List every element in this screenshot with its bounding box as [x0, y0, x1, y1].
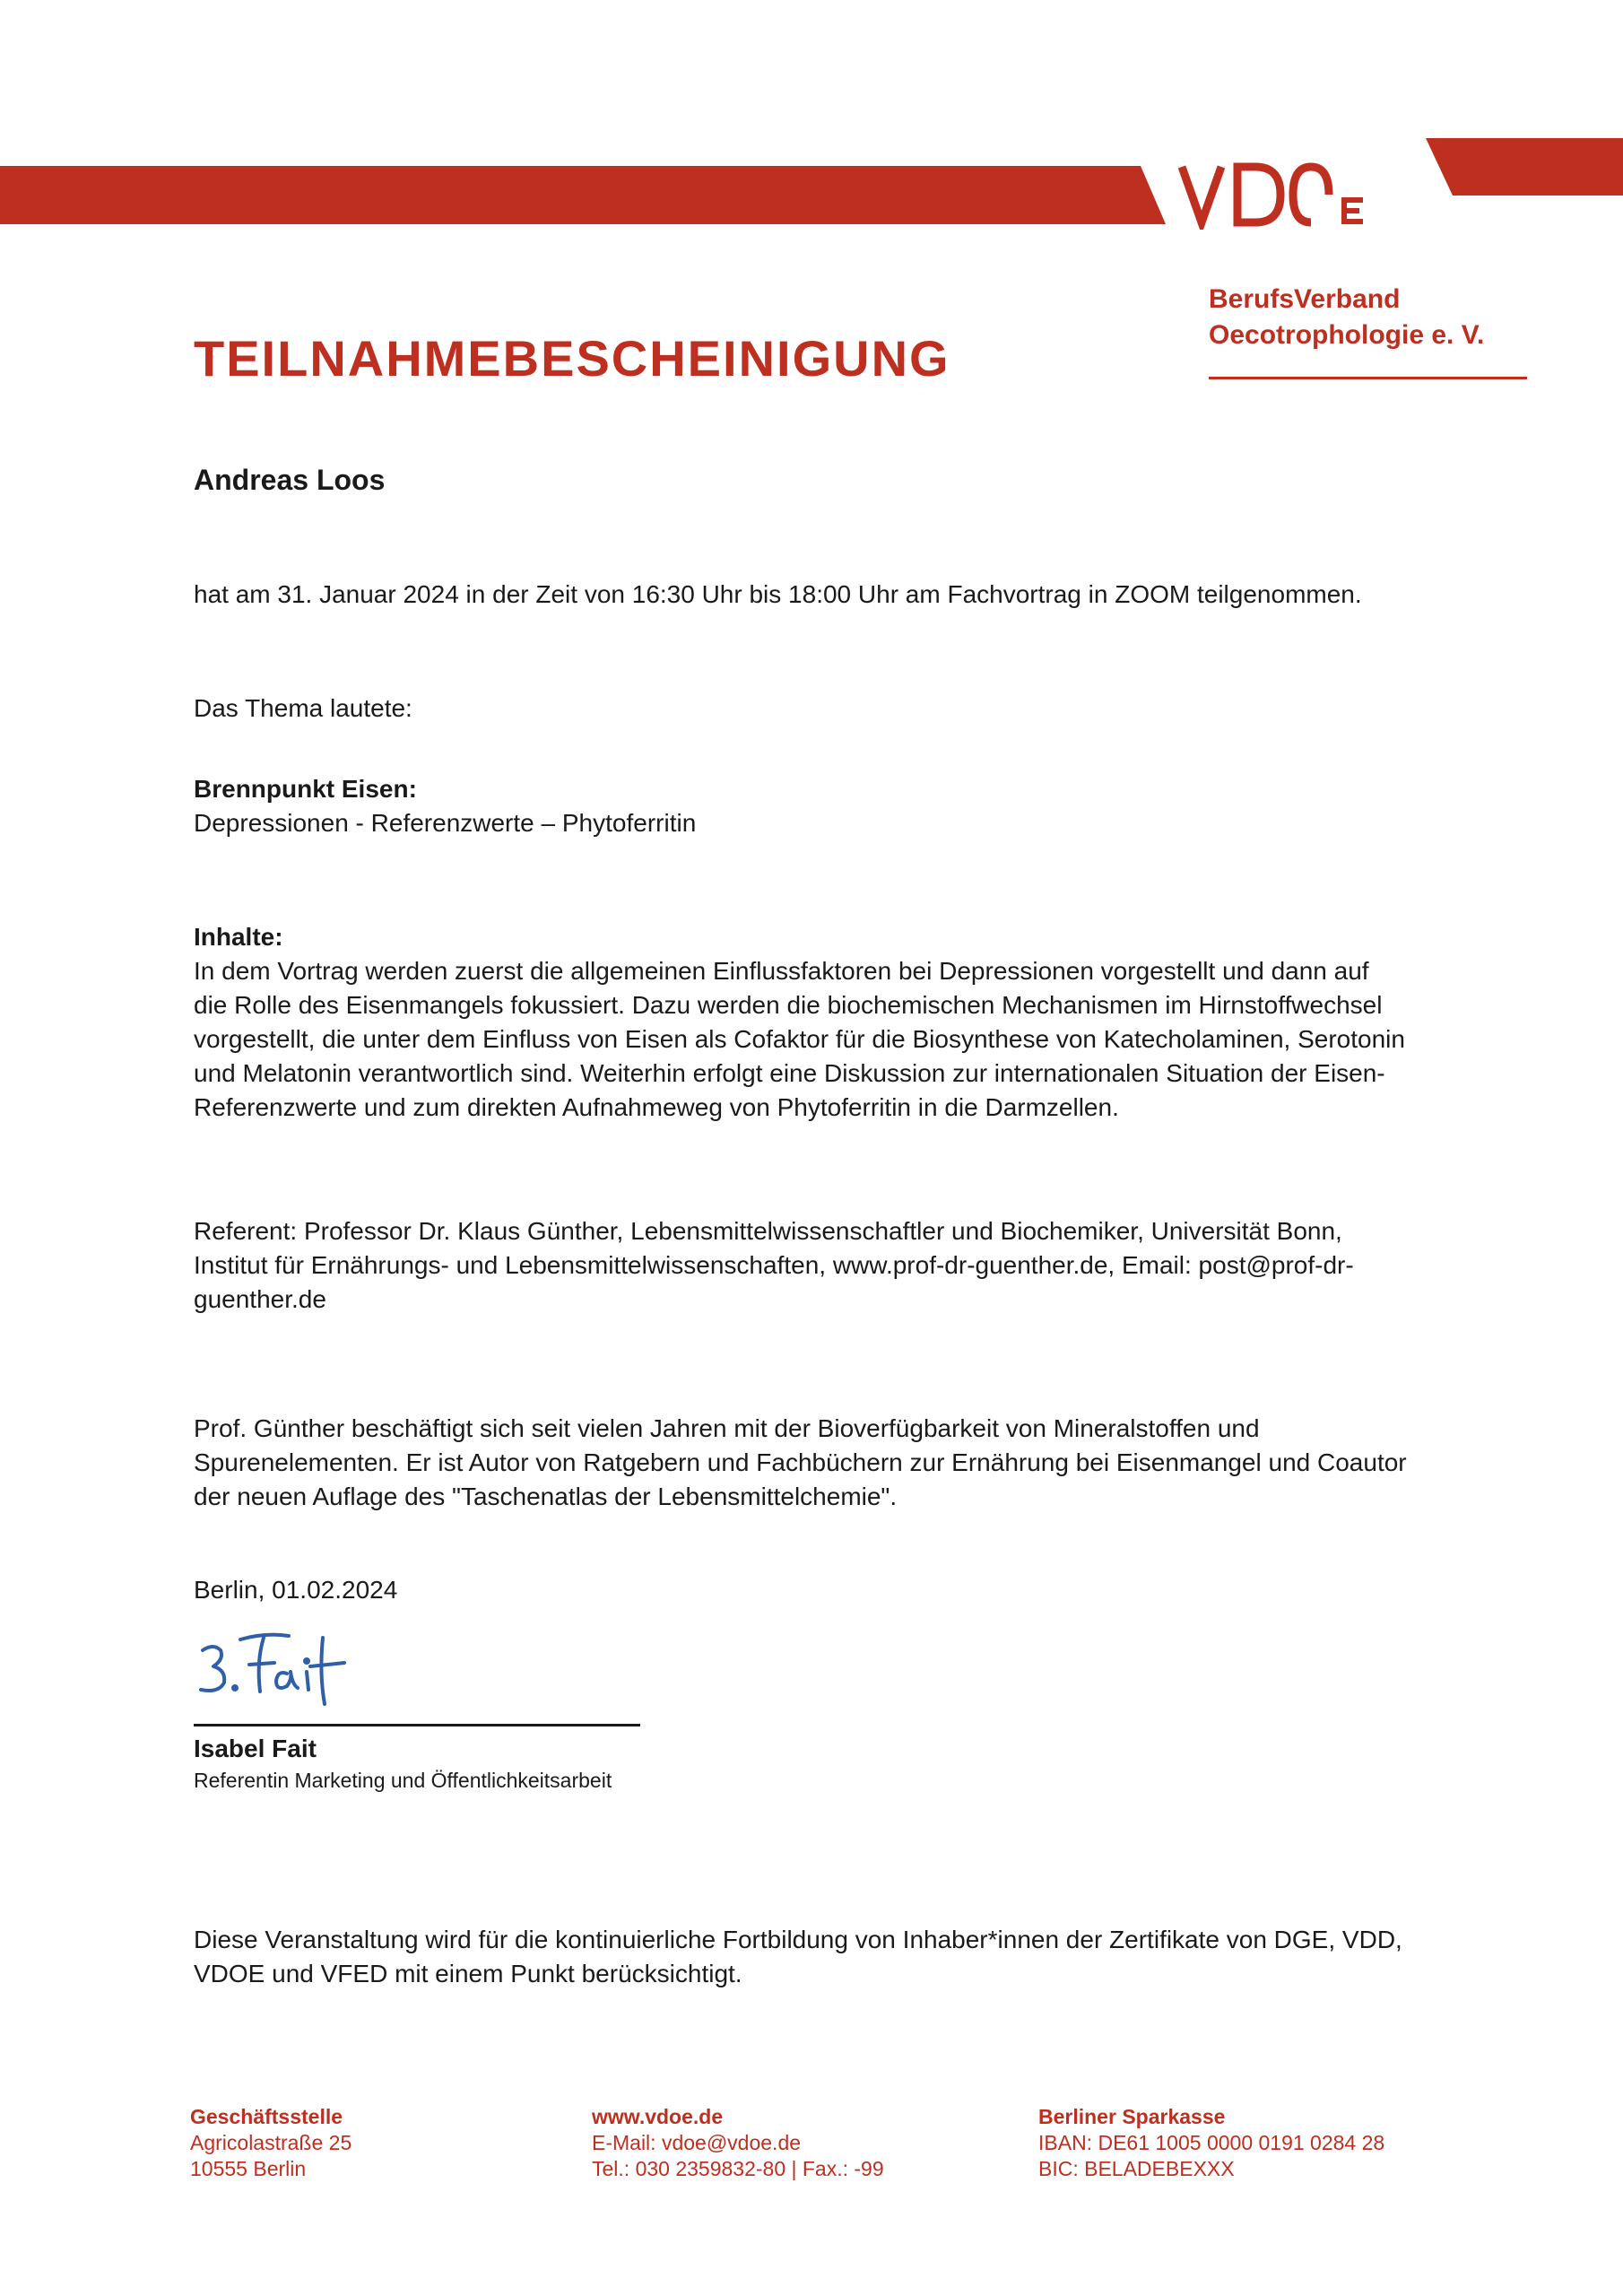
signature-line	[194, 1724, 640, 1726]
speaker-bio-paragraph	[194, 1412, 1467, 1514]
topic-subtitle: Depressionen - Referenzwerte – Phytoferritin	[194, 809, 697, 837]
contents-line: In dem Vortrag werden zuerst die allgemeinen Einflussfaktoren bei Depressionen vorgestellt und dann auf	[194, 957, 1369, 985]
footer-phone: Tel.: 030 2359832-80 | Fax.: -99	[592, 2157, 884, 2180]
footer-office	[190, 2104, 352, 2182]
signer-role: Referentin Marketing und Öffentlichkeitsarbeit	[194, 1769, 612, 1792]
contents-line: die Rolle des Eisenmangels fokussiert. Dazu werden die biochemischen Mechanismen im Hirnstoffwechsel	[194, 991, 1383, 1019]
handwritten-signature	[194, 1620, 373, 1718]
contents-heading: Inhalte:	[194, 923, 283, 951]
organization-line-2: Oecotrophologie e. V.	[1209, 320, 1485, 350]
topic-title: Brennpunkt Eisen:	[194, 775, 417, 803]
organization-line-1: BerufsVerband	[1209, 284, 1401, 314]
footer-bank	[1038, 2104, 1384, 2182]
place-date: Berlin, 01.02.2024	[194, 1576, 398, 1604]
speaker-line: Referent: Professor Dr. Klaus Günther, Lebensmittelwissenschaftler und Biochemiker, Universität Bonn,	[194, 1217, 1342, 1245]
note-line: Diese Veranstaltung wird für die kontinuierliche Fortbildung von Inhaber*innen der Zertifikate von DGE, VDD,	[194, 1926, 1402, 1953]
signer-name: Isabel Fait	[194, 1735, 317, 1762]
vdoe-logo	[1166, 158, 1435, 230]
contents-line: und Melatonin verantwortlich sind. Weiterhin erfolgt eine Diskussion zur internationalen Situation der Eisen-	[194, 1059, 1385, 1087]
speaker-line: Institut für Ernährungs- und Lebensmittelwissenschaften, www.prof-dr-guenther.de, Email: post@prof-dr-	[194, 1251, 1354, 1279]
bio-line: Spurenelementen. Er ist Autor von Ratgebern und Fachbüchern zur Ernährung bei Eisenmangel und Coautor	[194, 1448, 1407, 1476]
certification-note	[194, 1923, 1467, 1991]
contents-line: Referenzwerte und zum direkten Aufnahmeweg von Phytoferritin in die Darmzellen.	[194, 1093, 1119, 1121]
bio-line: Prof. Günther beschäftigt sich seit vielen Jahren mit der Bioverfügbarkeit von Mineralstoffen und	[194, 1414, 1260, 1442]
speaker-line: guenther.de	[194, 1285, 326, 1313]
footer-website[interactable]: www.vdoe.de	[592, 2105, 724, 2128]
footer-office-street: Agricolastraße 25	[190, 2131, 352, 2154]
bio-line: der neuen Auflage des "Taschenatlas der Lebensmittelchemie".	[194, 1483, 898, 1510]
topic-intro: Das Thema lautete:	[194, 694, 412, 722]
footer-bic: BIC: BELADEBEXXX	[1038, 2157, 1235, 2180]
speaker-paragraph	[194, 1214, 1467, 1317]
footer-office-city: 10555 Berlin	[190, 2157, 307, 2180]
footer-bank-name: Berliner Sparkasse	[1038, 2105, 1226, 2128]
contents-paragraph	[194, 954, 1467, 1125]
organization-name	[1209, 282, 1484, 353]
attendance-statement: hat am 31. Januar 2024 in der Zeit von 16:30 Uhr bis 18:00 Uhr am Fachvortrag in ZOOM teilgenommen.	[194, 580, 1362, 608]
footer-web	[592, 2104, 884, 2182]
footer-email[interactable]: E-Mail: vdoe@vdoe.de	[592, 2131, 802, 2154]
footer-iban: IBAN: DE61 1005 0000 0191 0284 28	[1038, 2131, 1385, 2154]
participant-name: Andreas Loos	[194, 464, 386, 496]
contents-line: vorgestellt, die unter dem Einfluss von Eisen als Cofaktor für die Biosynthese von Katecholaminen, Serotonin	[194, 1025, 1405, 1053]
document-title: TEILNAHMEBESCHEINIGUNG	[194, 330, 950, 387]
footer-office-heading: Geschäftsstelle	[190, 2105, 343, 2128]
note-line: VDOE und VFED mit einem Punkt berücksichtigt.	[194, 1960, 742, 1987]
organization-underline	[1209, 377, 1527, 379]
